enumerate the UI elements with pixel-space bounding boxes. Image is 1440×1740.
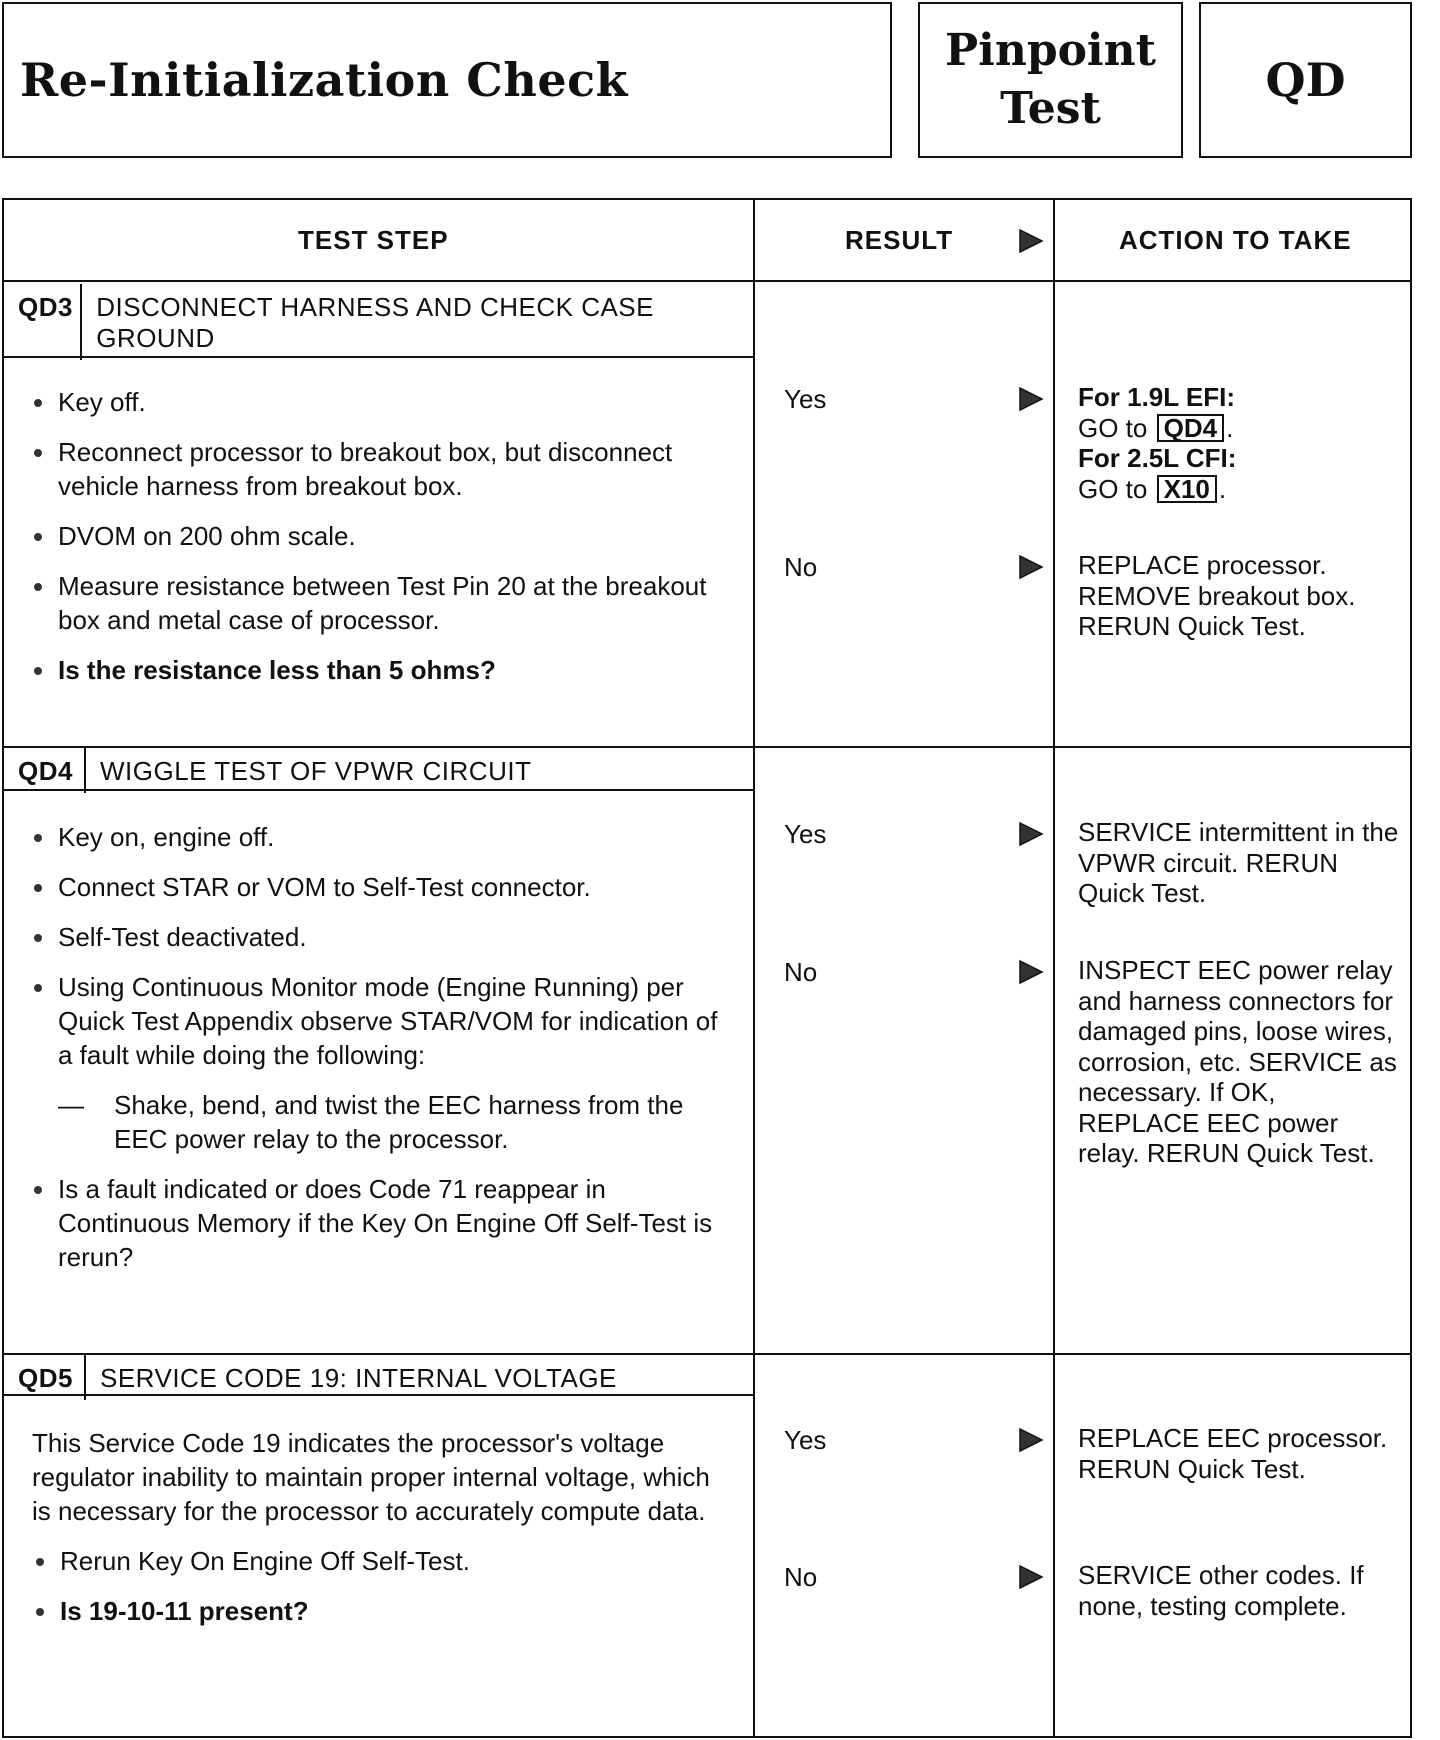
result-yes: Yes [784, 384, 827, 414]
action-text: GO to [1078, 412, 1148, 443]
result-no: No [784, 1562, 818, 1592]
action-yes-qd4: SERVICE intermittent in the VPWR circuit. RERUN Quick Test. [1078, 817, 1399, 908]
col-divider-result [753, 200, 755, 1736]
list-item: Using Continuous Monitor mode (Engine Running) per Quick Test Appendix observe STAR/VOM for indication of a fault while doing the following: [30, 970, 730, 1072]
step-id: QD4 [4, 748, 86, 793]
action-suffix: . [1218, 473, 1227, 504]
list-item: Reconnect processor to breakout box, but disconnect vehicle harness from breakout box. [30, 435, 730, 503]
step-header-qd4 [4, 748, 753, 793]
list-item: Connect STAR or VOM to Self-Test connector. [30, 870, 730, 904]
arrow-icon [1018, 821, 1044, 847]
action-no-qd4: INSPECT EEC power relay and harness connectors for damaged pins, loose wires, corrosion, etc. SERVICE as necessary. If OK, REPLACE EEC power relay. RERUN Quick Test. [1078, 955, 1397, 1168]
step-title: SERVICE CODE 19: INTERNAL VOLTAGE [100, 1363, 617, 1393]
list-item-question: Is 19-10-11 present? [32, 1594, 732, 1628]
action-line [1078, 474, 1403, 505]
step-reference-link[interactable]: X10 [1157, 475, 1217, 503]
sub-list-item: — Shake, bend, and twist the EEC harness from the EEC power relay to the processor. [30, 1088, 730, 1156]
header-row-divider [4, 280, 1410, 282]
action-line: For 1.9L EFI: [1078, 382, 1235, 412]
arrow-icon [1018, 959, 1044, 985]
action-yes-qd5: REPLACE EEC processor. RERUN Quick Test. [1078, 1423, 1388, 1484]
result-no: No [784, 552, 818, 582]
action-line: For 2.5L CFI: [1078, 443, 1237, 473]
step-body-qd5 [32, 1426, 732, 1644]
result-no: No [784, 957, 818, 987]
step-reference-link[interactable]: QD4 [1157, 414, 1224, 442]
page-title: Re-Initialization Check [20, 53, 628, 107]
action-no-qd5: SERVICE other codes. If none, testing complete. [1078, 1560, 1364, 1621]
action-yes-qd3 [1078, 382, 1403, 504]
result-arrow-icon [1018, 228, 1044, 254]
step-header-qd5 [4, 1355, 753, 1400]
list-item: Measure resistance between Test Pin 20 at the breakout box and metal case of processor. [30, 569, 730, 637]
arrow-icon [1018, 1427, 1044, 1453]
col-header-result: RESULT [845, 224, 954, 255]
pinpoint-test-box [918, 2, 1183, 158]
step-id: QD5 [4, 1355, 86, 1400]
list-item-question: Is the resistance less than 5 ohms? [30, 653, 730, 687]
action-suffix: . [1226, 412, 1234, 443]
step-title: DISCONNECT HARNESS AND CHECK CASE GROUND [96, 292, 654, 353]
arrow-icon [1018, 386, 1044, 412]
step-intro: This Service Code 19 indicates the processor's voltage regulator inability to maintain proper internal voltage, which is necessary for the processor to accurately compute data. [32, 1428, 710, 1526]
list-item: Key on, engine off. [30, 820, 730, 854]
test-label: Test [1000, 83, 1101, 134]
list-item-question: Is a fault indicated or does Code 71 reappear in Continuous Memory if the Key On Engine Off Self-Test is rerun? [30, 1172, 730, 1274]
list-item: Rerun Key On Engine Off Self-Test. [32, 1544, 732, 1578]
test-table [2, 198, 1412, 1738]
action-text: GO to [1078, 473, 1148, 504]
result-yes: Yes [784, 1425, 827, 1455]
pinpoint-label: Pinpoint [945, 25, 1156, 76]
step-body-qd3 [30, 385, 730, 703]
arrow-icon [1018, 1564, 1044, 1590]
step-header-qd3 [4, 284, 753, 360]
col-divider-action [1053, 200, 1055, 1736]
action-line [1078, 413, 1403, 444]
col-header-action: ACTION TO TAKE [1119, 224, 1352, 255]
step-body-qd4 [30, 820, 730, 1290]
step-id: QD3 [4, 284, 82, 360]
action-no-qd3: REPLACE processor. REMOVE breakout box. RERUN Quick Test. [1078, 550, 1356, 641]
test-code: QD [1265, 53, 1346, 107]
arrow-icon [1018, 554, 1044, 580]
title-box [2, 2, 892, 158]
result-yes: Yes [784, 819, 827, 849]
test-code-box [1199, 2, 1412, 158]
list-item: Key off. [30, 385, 730, 419]
step-title: WIGGLE TEST OF VPWR CIRCUIT [100, 756, 532, 786]
list-item: Self-Test deactivated. [30, 920, 730, 954]
list-item: DVOM on 200 ohm scale. [30, 519, 730, 553]
col-header-test-step: TEST STEP [298, 224, 449, 255]
